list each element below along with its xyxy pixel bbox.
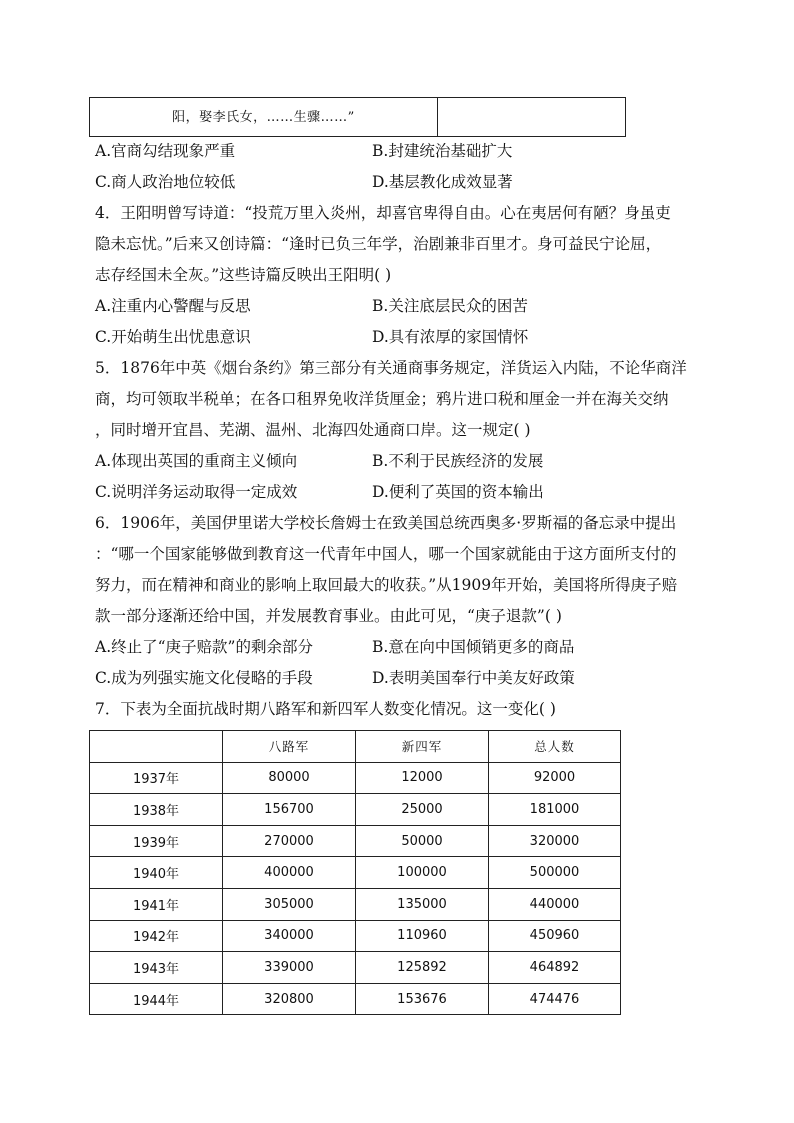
table-row	[90, 983, 621, 1015]
table-row	[90, 762, 621, 794]
total-cell: 181000	[489, 794, 621, 826]
new-fourth-cell: 25000	[356, 794, 489, 826]
eighth-route-cell: 156700	[223, 794, 356, 826]
new-fourth-cell: 110960	[356, 920, 489, 952]
year-cell: 1943年	[90, 952, 223, 984]
empty-cell	[438, 98, 626, 137]
q5-stem-line-3: ，同时增开宜昌、芜湖、温州、北海四处通商口岸。这一规定( )	[95, 421, 531, 439]
table-header-row	[90, 731, 621, 763]
new-fourth-cell: 135000	[356, 888, 489, 920]
table-row	[90, 98, 626, 137]
eighth-route-cell: 270000	[223, 825, 356, 857]
q4-stem-line-1: 4．王阳明曾写诗道：“投荒万里入炎州，却喜官卑得自由。心在夷居何有陋？身虽吏	[95, 204, 671, 222]
total-cell: 92000	[489, 762, 621, 794]
eighth-route-cell: 320800	[223, 983, 356, 1015]
q3-option-b: B.封建统治基础扩大	[372, 142, 513, 160]
q5-option-b: B.不利于民族经济的发展	[372, 452, 544, 470]
new-fourth-cell: 50000	[356, 825, 489, 857]
new-fourth-cell: 125892	[356, 952, 489, 984]
q4-stem-line-3: 志存经国未全灰。”这些诗篇反映出王阳明( )	[95, 266, 392, 284]
table-row	[90, 825, 621, 857]
q6-stem-line-3: 努力，而在精神和商业的影响上取回最大的收获。”从1909年开始，美国将所得庚子赔	[95, 576, 678, 594]
q4-option-c: C.开始萌生出忧患意识	[95, 328, 251, 346]
year-cell: 1940年	[90, 857, 223, 889]
q5-option-a: A.体现出英国的重商主义倾向	[95, 452, 298, 470]
total-cell: 500000	[489, 857, 621, 889]
q3-option-c: C.商人政治地位较低	[95, 173, 236, 191]
quote-table	[89, 97, 626, 137]
q4-option-d: D.具有浓厚的家国情怀	[372, 328, 529, 346]
q5-option-c: C.说明洋务运动取得一定成效	[95, 483, 298, 501]
q4-option-a: A.注重内心警醒与反思	[95, 297, 251, 315]
q4-option-b: B.关注底层民众的困苦	[372, 297, 528, 315]
table-row	[90, 794, 621, 826]
eighth-route-cell: 340000	[223, 920, 356, 952]
eighth-route-cell: 305000	[223, 888, 356, 920]
total-cell: 320000	[489, 825, 621, 857]
eighth-route-cell: 400000	[223, 857, 356, 889]
q6-option-a: A.终止了“庚子赔款”的剩余部分	[95, 638, 313, 656]
q5-option-d: D.便利了英国的资本输出	[372, 483, 544, 501]
eighth-route-cell: 339000	[223, 952, 356, 984]
q7-stem: 7．下表为全面抗战时期八路军和新四军人数变化情况。这一变化( )	[95, 700, 556, 718]
year-cell: 1944年	[90, 983, 223, 1015]
total-cell: 464892	[489, 952, 621, 984]
q5-stem-line-1: 5．1876年中英《烟台条约》第三部分有关通商事务规定，洋货运入内陆，不论华商洋	[95, 359, 687, 377]
table-row	[90, 952, 621, 984]
new-fourth-cell: 100000	[356, 857, 489, 889]
new-fourth-cell: 12000	[356, 762, 489, 794]
q3-option-a: A.官商勾结现象严重	[95, 142, 236, 160]
year-cell: 1941年	[90, 888, 223, 920]
eighth-route-cell: 80000	[223, 762, 356, 794]
q6-stem-line-2: ：“哪一个国家能够做到教育这一代青年中国人，哪一个国家就能由于这方面所支付的	[95, 545, 677, 563]
q6-stem-line-1: 6．1906年，美国伊里诺大学校长詹姆士在致美国总统西奥多·罗斯福的备忘录中提出	[95, 514, 677, 532]
header-total: 总人数	[489, 731, 621, 763]
q6-option-d: D.表明美国奉行中美友好政策	[372, 669, 575, 687]
table-row	[90, 857, 621, 889]
header-blank	[90, 731, 223, 763]
year-cell: 1939年	[90, 825, 223, 857]
total-cell: 450960	[489, 920, 621, 952]
q5-stem-line-2: 商，均可领取半税单；在各口租界免收洋货厘金；鸦片进口税和厘金一并在海关交纳	[95, 390, 669, 408]
table-row	[90, 920, 621, 952]
header-new-fourth-army: 新四军	[356, 731, 489, 763]
total-cell: 440000	[489, 888, 621, 920]
new-fourth-cell: 153676	[356, 983, 489, 1015]
q3-option-d: D.基层教化成效显著	[372, 173, 513, 191]
table-row	[90, 888, 621, 920]
troop-data-table	[89, 730, 621, 1015]
q6-option-c: C.成为列强实施文化侵略的手段	[95, 669, 313, 687]
year-cell: 1937年	[90, 762, 223, 794]
total-cell: 474476	[489, 983, 621, 1015]
q6-option-b: B.意在向中国倾销更多的商品	[372, 638, 575, 656]
quote-cell: 阳，娶李氏女，……生骤……”	[90, 98, 438, 137]
year-cell: 1938年	[90, 794, 223, 826]
year-cell: 1942年	[90, 920, 223, 952]
q6-stem-line-4: 款一部分逐渐还给中国，并发展教育事业。由此可见，“庚子退款”( )	[95, 607, 562, 625]
header-eighth-route-army: 八路军	[223, 731, 356, 763]
q4-stem-line-2: 隐未忘忧。”后来又创诗篇：“逢时已负三年学，治剧兼非百里才。身可益民宁论屈，	[95, 235, 662, 253]
